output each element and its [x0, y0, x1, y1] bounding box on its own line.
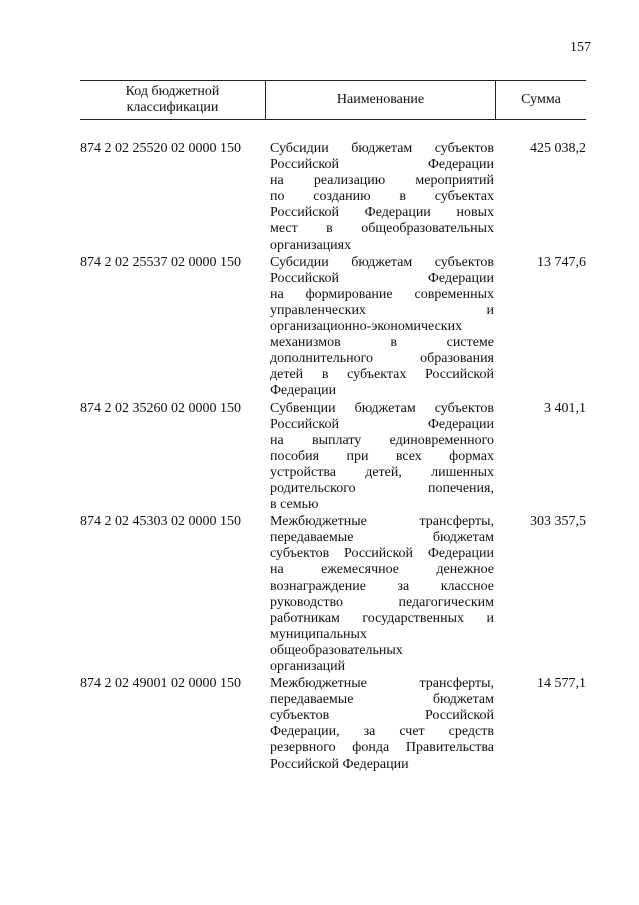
item-name-line: Субсидии бюджетам субъектов	[270, 254, 494, 270]
item-name-line: резервного фонда Правительства	[270, 740, 494, 756]
budget-code: 874 2 02 25537 02 0000 150	[80, 254, 241, 270]
item-name-line: детей в субъектах Российской	[270, 367, 494, 383]
item-name-line: вознаграждение за классное	[270, 578, 494, 594]
item-name-line: Российской Федерации	[270, 270, 494, 286]
header-code: Код бюджетной классификации	[80, 81, 266, 119]
item-name-line: субъектов Российской Федерации	[270, 546, 494, 562]
item-name-line: на формирование современных	[270, 286, 494, 302]
header-sum: Сумма	[521, 92, 561, 107]
item-sum: 425 038,2	[530, 141, 586, 156]
item-name-line: по созданию в субъектах	[270, 189, 494, 205]
header-name: Наименование	[266, 81, 496, 119]
item-name-line: Российской Федерации	[270, 416, 494, 432]
item-name-line: работникам государственных и	[270, 610, 494, 626]
item-name-line: общеобразовательных	[270, 642, 403, 658]
table-body	[80, 141, 586, 774]
budget-code: 874 2 02 25520 02 0000 150	[80, 141, 241, 156]
item-name-line: Российской Федерации	[270, 756, 409, 772]
item-name	[270, 676, 494, 773]
item-sum: 3 401,1	[544, 400, 586, 416]
item-name-line: передаваемые бюджетам	[270, 530, 494, 546]
item-name-line: Федерации, за счет средств	[270, 724, 494, 740]
item-name	[270, 514, 494, 675]
item-name-line: в семью	[270, 497, 319, 513]
item-name-line: муниципальных	[270, 626, 367, 642]
item-name-line: организаций	[270, 659, 346, 674]
item-name-line: Межбюджетные трансферты,	[270, 676, 494, 692]
item-name	[270, 141, 494, 254]
budget-code: 874 2 02 35260 02 0000 150	[80, 400, 241, 416]
item-name-line: Российской Федерации новых	[270, 205, 494, 221]
item-name-line: организационно-экономических	[270, 319, 463, 335]
item-name	[270, 255, 494, 400]
budget-code: 874 2 02 49001 02 0000 150	[80, 676, 241, 692]
table-row	[80, 255, 586, 400]
item-name-line: устройства детей, лишенных	[270, 464, 494, 480]
item-name-line: руководство педагогическим	[270, 594, 494, 610]
item-name-line: субъектов Российской	[270, 708, 494, 724]
item-name-line: на выплату единовременного	[270, 432, 494, 448]
item-name-line: Российской Федерации	[270, 157, 494, 173]
item-sum: 303 357,5	[530, 514, 586, 530]
item-name-line: мест в общеобразовательных	[270, 221, 494, 237]
table-row	[80, 514, 586, 675]
table-row	[80, 676, 586, 773]
item-sum: 14 577,1	[537, 676, 586, 692]
item-name-line: Межбюджетные трансферты,	[270, 514, 494, 530]
item-name-line: пособия при всех формах	[270, 448, 494, 464]
budget-code: 874 2 02 45303 02 0000 150	[80, 514, 241, 530]
item-name-line: организациях	[270, 237, 352, 253]
table-header	[80, 80, 586, 120]
item-name-line: передаваемые бюджетам	[270, 692, 494, 708]
item-name-line: дополнительного образования	[270, 351, 494, 367]
item-name-line: механизмов в системе	[270, 335, 494, 351]
table-row	[80, 141, 586, 254]
item-name-line: на ежемесячное денежное	[270, 562, 494, 578]
item-name-line: управленческих и	[270, 302, 494, 318]
item-name-line: Субсидии бюджетам субъектов	[270, 141, 494, 156]
item-name-line: Федерации	[270, 383, 337, 399]
item-name-line: на реализацию мероприятий	[270, 173, 494, 189]
page-number: 157	[570, 40, 591, 55]
table-row	[80, 401, 586, 514]
item-name	[270, 401, 494, 514]
item-name-line: родительского попечения,	[270, 480, 494, 496]
item-name-line: Субвенции бюджетам субъектов	[270, 400, 494, 416]
item-sum: 13 747,6	[537, 254, 586, 270]
